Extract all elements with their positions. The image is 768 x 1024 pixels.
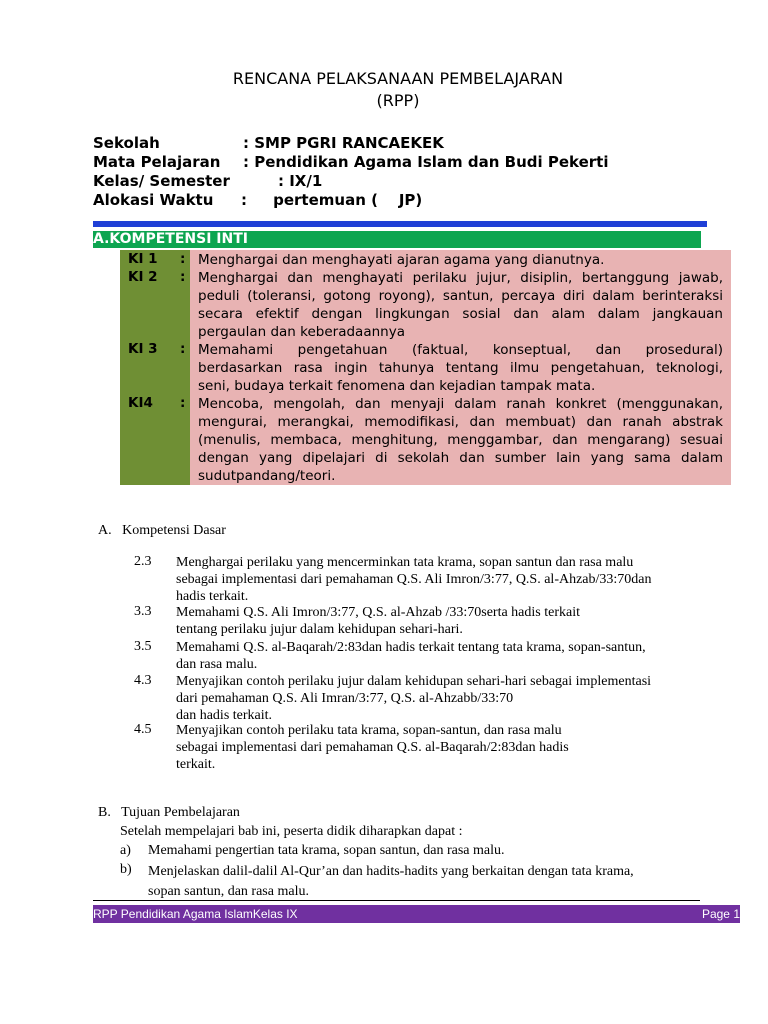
identity-row-class (93, 172, 322, 190)
kd-number: 4.3 (134, 673, 152, 688)
ki-text-line: secara efektif dengan lingkungan sosial dan alam dalam jangkauan (198, 306, 723, 322)
kompetensi-dasar-heading: A. Kompetensi Dasar (98, 523, 226, 538)
page-number: Page 1 (701, 907, 740, 921)
document-subtitle: (RPP) (376, 91, 420, 110)
ki-text-line: sudutpandang/teori. (198, 468, 336, 484)
ki-text-line: berdasarkan rasa ingin tahunya tentang ilmu pengetahuan, teknologi, (198, 360, 723, 376)
kd-text-line: sebagai implementasi dari pemahaman Q.S. al-Baqarah/2:83dan hadis (176, 740, 569, 755)
kompetensi-inti-heading: A.KOMPETENSI INTI (93, 231, 701, 248)
kd-number: 3.5 (134, 639, 152, 654)
ki-text-line: mengurai, merangkai, memodifikasi, dan membuat) dan ranah abstrak (198, 414, 723, 430)
ki-text (198, 395, 723, 485)
identity-label: Sekolah (93, 134, 160, 152)
kd-number: 3.3 (134, 604, 152, 619)
kd-text-line: Memahami Q.S. Ali Imron/3:77, Q.S. al-Ahzab /33:70serta hadis terkait (176, 605, 580, 620)
ki-label: KI 2 (128, 269, 158, 285)
section-divider (93, 221, 707, 227)
ki-label: KI 3 (128, 341, 158, 357)
kd-text-line: Menghargai perilaku yang mencerminkan tata krama, sopan santun dan rasa malu (176, 555, 634, 570)
kd-number: 2.3 (134, 554, 152, 569)
identity-label: Kelas/ Semester (93, 172, 230, 190)
kd-text-line: Menyajikan contoh perilaku tata krama, sopan-santun, dan rasa malu (176, 723, 562, 738)
kompetensi-inti-table (120, 250, 731, 485)
kd-text-line: terkait. (176, 757, 216, 772)
tujuan-text-line: sopan santun, dan rasa malu. (148, 884, 309, 899)
identity-label: Alokasi Waktu (93, 191, 214, 209)
ki-text-line: Menghargai dan menghayati perilaku jujur, disiplin, bertanggung jawab, (198, 270, 723, 286)
footer-rule (93, 900, 700, 901)
kd-number: 4.5 (134, 722, 152, 737)
kd-text (176, 639, 716, 673)
kd-text-line: sebagai implementasi dari pemahaman Q.S. Ali Imron/3:77, Q.S. al-Ahzab/33:70dan (176, 572, 652, 587)
tujuan-text: Memahami pengertian tata krama, sopan santun, dan rasa malu. (148, 843, 505, 858)
ki-label: KI 1 (128, 251, 158, 267)
ki-text-line: Menghargai dan menghayati ajaran agama yang dianutnya. (198, 252, 605, 268)
ki-text-line: pergaulan dan keberadaannya (198, 324, 405, 340)
ki-colon: : (180, 395, 186, 411)
kd-text-line: dan hadis terkait. (176, 708, 273, 723)
kd-text (176, 554, 716, 605)
kd-text-line: dan rasa malu. (176, 657, 258, 672)
kd-text-line: Menyajikan contoh perilaku jujur dalam kehidupan sehari-hari sebagai implementasi (176, 674, 652, 689)
document-title: RENCANA PELAKSANAAN PEMBELAJARAN (232, 69, 564, 88)
kd-text-line: Memahami Q.S. al-Baqarah/2:83dan hadis terkait tentang tata krama, sopan-santun, (176, 640, 646, 655)
ki-text-line: dengan yang dipelajari di sekolah dan sumber lain yang sama dalam (198, 450, 723, 466)
ki-text (198, 269, 723, 341)
ki-colon: : (180, 269, 186, 285)
identity-value: : SMP PGRI RANCAEKEK (243, 134, 444, 152)
kd-text-line: tentang perilaku jujur dalam kehidupan sehari-hari. (176, 622, 463, 637)
identity-value: : pertemuan ( JP) (241, 191, 423, 209)
ki-text (198, 341, 723, 395)
tujuan-text (148, 862, 634, 902)
ki-text-line: Memahami pengetahuan (faktual, konseptual, dan prosedural) (198, 342, 723, 358)
footer-title: RPP Pendidikan Agama IslamKelas IX (93, 905, 298, 924)
tujuan-heading: B. Tujuan Pembelajaran (98, 805, 240, 820)
ki-colon: : (180, 251, 186, 267)
ki-colon: : (180, 341, 186, 357)
identity-value: : Pendidikan Agama Islam dan Budi Pekerti (243, 153, 609, 171)
kd-text (176, 673, 716, 724)
kd-text (176, 604, 716, 638)
kd-text-line: dari pemahaman Q.S. Ali Imran/3:77, Q.S. al-Ahzabb/33:70 (176, 691, 514, 706)
ki-text-line: (menulis, membaca, menghitung, menggambar, dan mengarang) sesuai (198, 432, 723, 448)
ki-text-line: peduli (toleransi, gotong royong), santun, percaya diri dalam berinteraksi (198, 288, 723, 304)
identity-value: : IX/1 (278, 172, 323, 190)
kd-text (176, 722, 716, 773)
tujuan-intro: Setelah mempelajari bab ini, peserta didik diharapkan dapat : (120, 824, 463, 839)
ki-label: KI4 (128, 395, 153, 411)
ki-text-line: Mencoba, mengolah, dan menyaji dalam ranah konkret (menggunakan, (198, 396, 723, 412)
ki-text (198, 251, 723, 269)
identity-row-school (93, 134, 444, 152)
tujuan-text-line: Menjelaskan dalil-dalil Al-Qur’an dan hadits-hadits yang berkaitan dengan tata krama, (148, 864, 634, 879)
page-footer (93, 905, 740, 923)
ki-text-line: seni, budaya terkait fenomena dan kejadian tampak mata. (198, 378, 596, 394)
identity-row-time (93, 191, 422, 209)
identity-row-subject (93, 153, 609, 171)
identity-label: Mata Pelajaran (93, 153, 221, 171)
ki-label-column (120, 250, 190, 485)
tujuan-marker: b) (120, 862, 132, 877)
kd-text-line: hadis terkait. (176, 589, 249, 604)
tujuan-marker: a) (120, 843, 131, 858)
